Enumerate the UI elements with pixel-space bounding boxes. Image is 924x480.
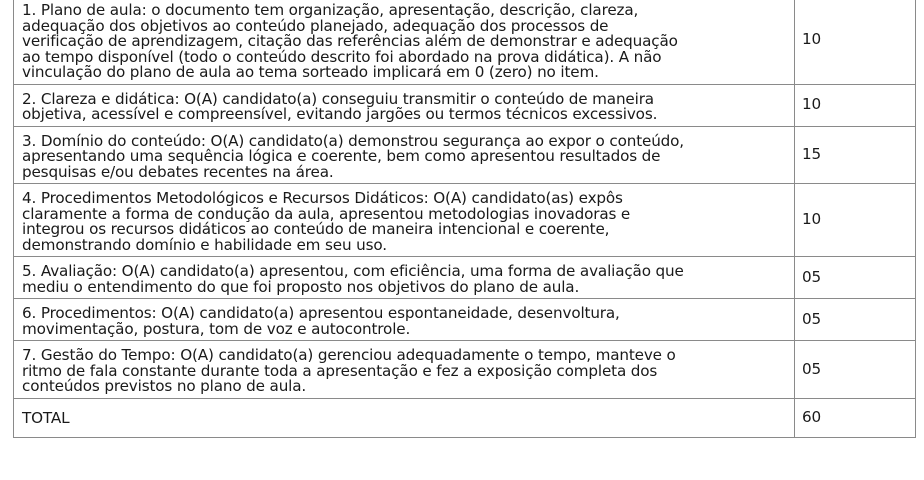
criterion-text-line: mediu o entendimento do que foi proposto nos objetivos do plano de aula. <box>22 277 580 296</box>
criterion-text-line: ritmo de fala constante durante toda a apresentação e fez a exposição completa dos <box>22 361 658 380</box>
criterion-description <box>14 341 795 399</box>
total-row <box>14 398 916 437</box>
criterion-row <box>14 341 916 399</box>
criterion-score: 10 <box>795 184 916 257</box>
criterion-row <box>14 126 916 184</box>
criteria-table-body <box>14 0 916 437</box>
criterion-text-line: 5. Avaliação: O(A) candidato(a) apresentou, com eficiência, uma forma de avaliação que <box>22 262 684 280</box>
total-score: 60 <box>795 398 916 437</box>
criterion-row <box>14 84 916 126</box>
criterion-description <box>14 299 795 341</box>
criterion-score: 10 <box>795 0 916 84</box>
criterion-description <box>14 257 795 299</box>
criterion-description <box>14 126 795 184</box>
criterion-text-line: objetiva, acessível e compreensível, evitando jargões ou termos técnicos excessivos. <box>22 105 658 123</box>
criterion-row <box>14 0 916 84</box>
criterion-description <box>14 184 795 257</box>
criterion-text-line: movimentação, postura, tom de voz e autocontrole. <box>22 319 411 338</box>
criterion-row <box>14 184 916 257</box>
criterion-text-line: 7. Gestão do Tempo: O(A) candidato(a) gerenciou adequadamente o tempo, manteve o <box>22 346 676 364</box>
criterion-score: 05 <box>795 299 916 341</box>
criterion-score: 05 <box>795 257 916 299</box>
criterion-text-line: conteúdos previstos no plano de aula. <box>22 377 307 395</box>
criterion-text-line: demonstrando domínio e habilidade em seu uso. <box>22 235 387 254</box>
criterion-text-line: pesquisas e/ou debates recentes na área. <box>22 162 334 181</box>
criterion-text-line: 6. Procedimentos: O(A) candidato(a) apresentou espontaneidade, desenvoltura, <box>22 304 620 322</box>
criterion-description <box>14 84 795 126</box>
criterion-description <box>14 0 795 84</box>
criterion-text-line: vinculação do plano de aula ao tema sorteado implicará em 0 (zero) no item. <box>22 63 599 81</box>
criterion-score: 15 <box>795 126 916 184</box>
criterion-text-line: 2. Clareza e didática: O(A) candidato(a) conseguiu transmitir o conteúdo de maneira <box>22 89 654 108</box>
criterion-text-line: 4. Procedimentos Metodológicos e Recursos Didáticos: O(A) candidato(as) expôs <box>22 189 623 207</box>
total-label: TOTAL <box>14 398 795 437</box>
criterion-text-line: 3. Domínio do conteúdo: O(A) candidato(a) demonstrou segurança ao expor o conteúdo, <box>22 131 684 150</box>
criterion-row <box>14 299 916 341</box>
criterion-text-line: integrou os recursos didáticos ao conteúdo de maneira intencional e coerente, <box>22 220 610 238</box>
criterion-score: 05 <box>795 341 916 399</box>
evaluation-criteria-table <box>13 0 916 438</box>
criterion-text-line: adequação dos objetivos ao conteúdo planejado, adequação dos processos de <box>22 16 609 35</box>
criterion-row <box>14 257 916 299</box>
criterion-text-line: apresentando uma sequência lógica e coerente, bem como apresentou resultados de <box>22 147 661 165</box>
criterion-text-line: claramente a forma de condução da aula, apresentou metodologias inovadoras e <box>22 204 631 223</box>
criterion-text-line: 1. Plano de aula: o documento tem organização, apresentação, descrição, clareza, <box>22 1 639 19</box>
criterion-text-line: verificação de aprendizagem, citação das referências além de demonstrar e adequação <box>22 32 678 50</box>
criterion-text-line: ao tempo disponível (todo o conteúdo descrito foi abordado na prova didática). A não <box>22 47 662 66</box>
criterion-score: 10 <box>795 84 916 126</box>
